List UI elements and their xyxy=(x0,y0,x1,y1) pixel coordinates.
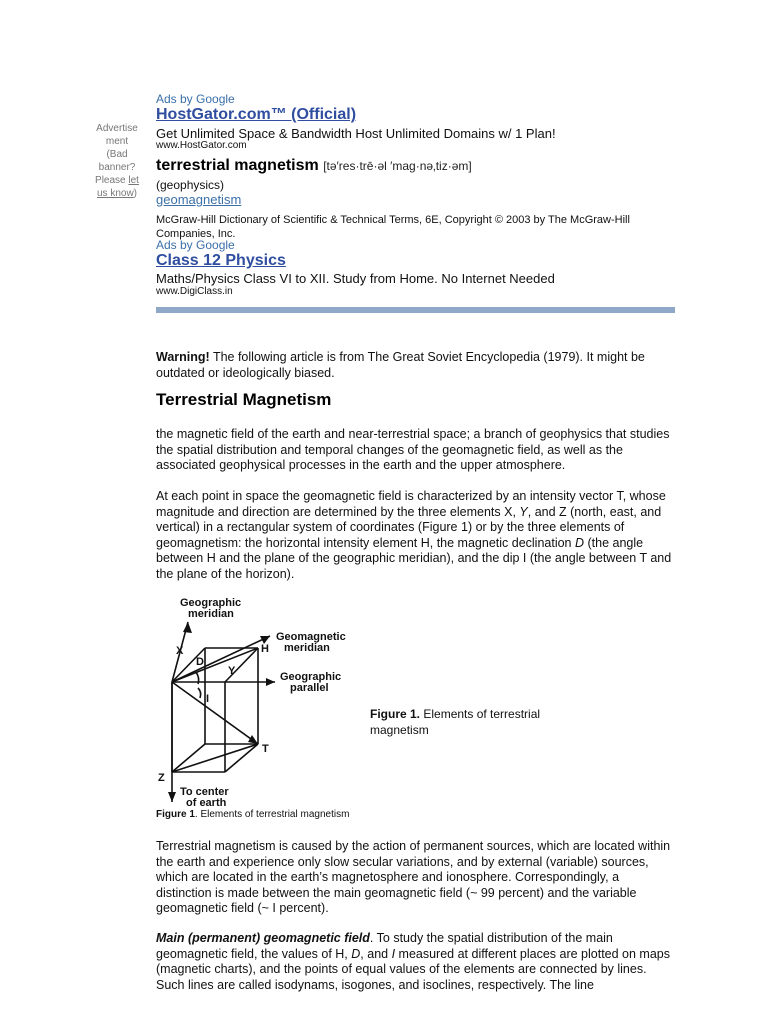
let-us-know-link[interactable]: let xyxy=(128,175,139,186)
dictionary-entry-heading xyxy=(156,157,472,175)
arrowhead xyxy=(266,678,275,686)
article-paragraph-1: the magnetic field of the earth and near-terrestrial space; a branch of geophysics that studies the spatial distribution and temporal changes of the geomagnetic field, as well as the associated geophysical processes in the earth and the upper atmosphere. xyxy=(156,427,670,472)
caption-label: Figure 1. xyxy=(370,707,421,721)
text-run: . To study the spatial distribution of the main geomagnetic field, the values of H, xyxy=(156,931,613,961)
text-run: measured at different places are plotted on maps (magnetic charts), and the points of equal values of the elements are connected by lines. Such lines are called isodynams, isogones, and isoclines, respectively. The line xyxy=(156,946,670,992)
figure-letter: X xyxy=(176,645,184,657)
caption-label: Figure 1 xyxy=(156,809,195,820)
dip-arc xyxy=(198,688,201,698)
figure-letter: I xyxy=(206,693,210,705)
figure-letter: Y xyxy=(228,665,236,677)
figure-label: Geomagnetic xyxy=(276,631,346,643)
warning-label: Warning! xyxy=(156,350,210,364)
entry-pronunciation: [tə′res·trē·əl ′mag·nə‚tiz·əm] xyxy=(323,159,472,173)
side-ad-notice xyxy=(88,122,146,200)
section-divider xyxy=(156,307,675,313)
side-ad-line xyxy=(88,187,146,200)
side-ad-text: ) xyxy=(133,188,138,199)
caption-text: . Elements of terrestrial magnetism xyxy=(194,809,350,820)
figure-label: meridian xyxy=(284,642,330,654)
figure-letter: T xyxy=(262,743,269,755)
let-us-know-link-2[interactable]: us know xyxy=(96,188,134,199)
entry-term: terrestrial magnetism xyxy=(156,157,319,174)
figure-caption-bottom xyxy=(156,809,349,820)
side-ad-text: Please xyxy=(95,175,129,186)
text-run: D xyxy=(351,946,361,961)
geomagnetic-meridian-line xyxy=(172,636,270,682)
caption-line xyxy=(370,706,540,722)
hostgator-ad-url[interactable]: www.HostGator.com xyxy=(156,140,247,151)
arrowhead xyxy=(168,792,176,802)
side-ad-line: Advertise xyxy=(96,123,138,134)
article-paragraph-3: Terrestrial magnetism is caused by the action of permanent sources, which are located within the earth and experience only slow secular variations, and by external (variable) sources, which are located in the earth’s magnetosphere and ionosphere. Correspondingly, a distinction is made between the main geomagnetic field (~ 99 percent) and the variable geomagnetic field (~ I percent). xyxy=(156,839,671,915)
article-paragraph-2 xyxy=(156,489,676,582)
figure-letter: Z xyxy=(158,772,165,784)
hostgator-ad-title[interactable]: HostGator.com™ (Official) xyxy=(156,106,357,123)
entry-field: (geophysics) xyxy=(156,178,225,192)
caption-text: Elements of terrestrial xyxy=(420,707,541,721)
figure-label: of earth xyxy=(186,797,227,809)
figure-letter: D xyxy=(196,656,204,668)
text-run: , and Z (north, east, and vertical) in a rectangular system of coordinates (Figure 1) or by the three elements of geomagnetism: the horizontal intensity element H, the magnetic declination xyxy=(156,504,662,550)
figure-label: Geographic xyxy=(280,671,342,683)
entry-copyright: McGraw-Hill Dictionary of Scientific & Technical Terms, 6E, Copyright © 2003 by The McGraw-Hill Companies, Inc. xyxy=(156,214,630,240)
section-label: Main (permanent) geomagnetic field xyxy=(156,931,370,945)
article-paragraph-4 xyxy=(156,931,676,993)
figure-1-diagram xyxy=(150,592,370,810)
class12-ad-title[interactable]: Class 12 Physics xyxy=(156,252,286,269)
figure-label: Geographic xyxy=(180,597,242,609)
figure-label: parallel xyxy=(290,682,329,694)
side-ad-line: ment xyxy=(105,136,129,147)
warning-text: The following article is from The Great Soviet Encyclopedia (1979). It might be outdated or ideologically biased. xyxy=(156,350,645,380)
arrowhead xyxy=(183,622,192,633)
box-edge xyxy=(172,744,205,772)
box-edge xyxy=(225,744,258,772)
hostgator-ad-desc: Get Unlimited Space & Bandwidth Host Unlimited Domains w/ 1 Plan! xyxy=(156,126,556,141)
text-run: Y xyxy=(519,504,528,519)
ads-by-google-label[interactable]: Ads by Google xyxy=(156,92,235,106)
text-run: (the angle between H and the plane of the geographic meridian), and the dip I (the angle between T and the plane of the horizon). xyxy=(156,535,672,581)
class12-ad-desc: Maths/Physics Class VI to XII. Study from Home. No Internet Needed xyxy=(156,271,555,286)
h-vector xyxy=(172,648,258,682)
figure-label: To center xyxy=(180,786,229,798)
ads-by-google-label-2[interactable]: Ads by Google xyxy=(156,238,235,252)
side-ad-line xyxy=(88,174,146,187)
box-edge xyxy=(172,744,258,772)
t-vector xyxy=(172,682,258,744)
geomagnetism-link[interactable]: geomagnetism xyxy=(156,192,242,207)
arrowhead xyxy=(248,735,258,744)
figure-label: meridian xyxy=(188,608,234,620)
text-run: I xyxy=(391,946,396,961)
text-run: D xyxy=(574,535,585,550)
caption-line: magnetism xyxy=(370,723,429,737)
text-run: , and xyxy=(360,946,392,961)
warning-notice xyxy=(156,350,676,381)
text-run: At each point in space the geomagnetic field is characterized by an intensity vector T, whose magnitude and direction are determined by the three elements X, xyxy=(156,489,666,519)
figure-caption-right xyxy=(370,706,540,738)
class12-ad-url[interactable]: www.DigiClass.in xyxy=(156,286,233,297)
side-ad-line: (Bad xyxy=(106,149,128,160)
side-ad-line: banner? xyxy=(98,162,136,173)
article-heading: Terrestrial Magnetism xyxy=(156,390,332,409)
figure-letter: H xyxy=(261,643,269,655)
